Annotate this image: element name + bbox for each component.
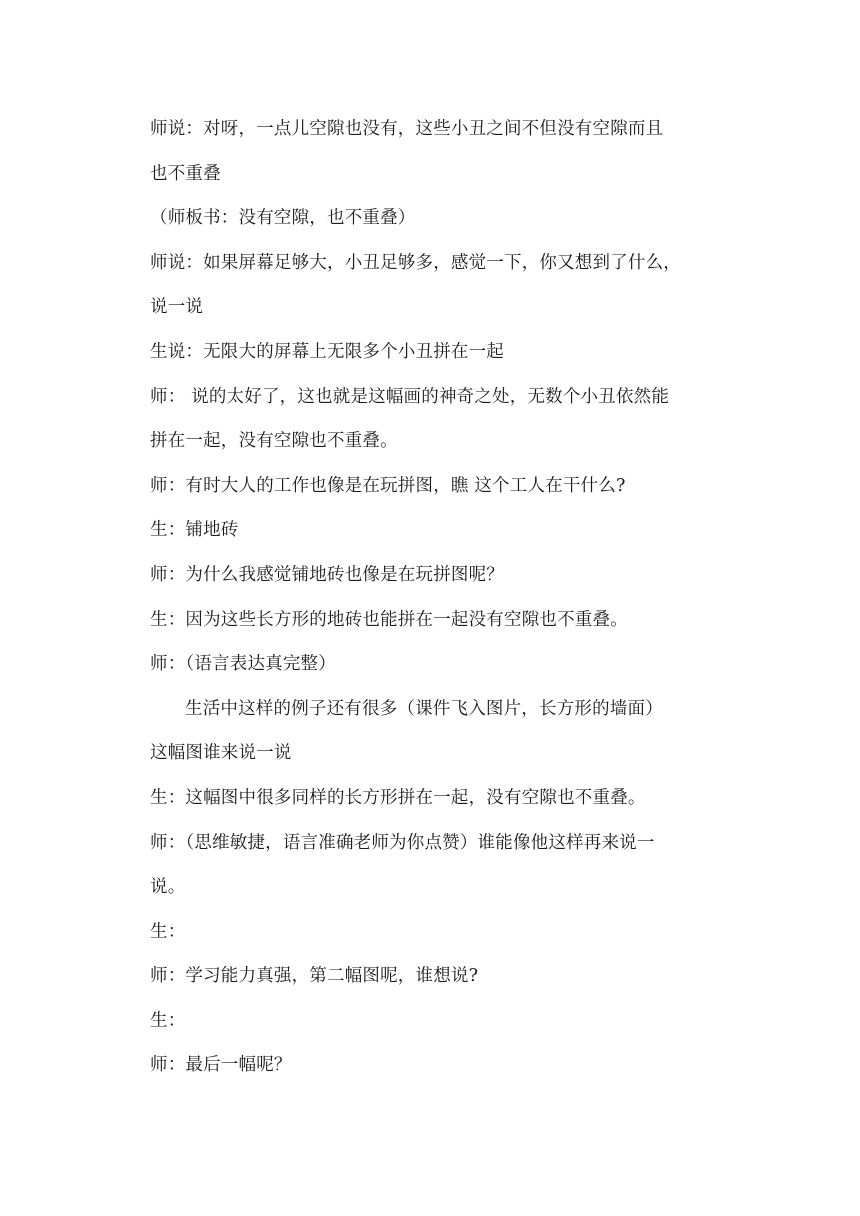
- text-line-15: 这幅图谁来说一说: [150, 743, 292, 764]
- text-line-9: 师：有时大人的工作也像是在玩拼图，瞧 这个工人在干什么?: [150, 475, 626, 496]
- text-line-4: 师说：如果屏幕足够大，小丑足够多，感觉一下，你又想到了什么，: [150, 252, 681, 273]
- text-line-12: 生：因为这些长方形的地砖也能拼在一起没有空隙也不重叠。: [150, 609, 628, 630]
- text-line-1: 师说：对呀，一点儿空隙也没有，这些小丑之间不但没有空隙而且: [150, 119, 664, 139]
- text-line-18: 说。: [150, 877, 186, 898]
- text-line-5: 说一说: [150, 297, 204, 318]
- text-line-20: 师：学习能力真强，第二幅图呢，谁想说?: [150, 966, 479, 987]
- text-line-8: 拼在一起，没有空隙也不重叠。: [150, 431, 398, 452]
- text-line-10: 生：铺地砖: [150, 520, 239, 541]
- text-line-7: 师： 说的太好了，这也就是这幅画的神奇之处，无数个小丑依然能: [150, 386, 670, 407]
- text-line-16: 生：这幅图中很多同样的长方形拼在一起，没有空隙也不重叠。: [150, 787, 646, 808]
- text-line-22: 师：最后一幅呢？: [150, 1055, 292, 1076]
- text-line-2: 也不重叠: [150, 163, 221, 184]
- text-line-21: 生：: [150, 1010, 186, 1031]
- text-line-11: 师：为什么我感觉铺地砖也像是在玩拼图呢？: [150, 564, 504, 585]
- text-line-6: 生说：无限大的屏幕上无限多个小丑拼在一起: [150, 341, 504, 362]
- document-body: [150, 107, 750, 1088]
- text-line-17: 师：（思维敏捷，语言准确老师为你点赞）谁能像他这样再来说一: [150, 832, 655, 853]
- text-line-13: 师：（语言表达真完整）: [150, 654, 336, 675]
- text-line-19: 生：: [150, 921, 186, 942]
- text-line-3: （师板书：没有空隙，也不重叠）: [150, 208, 416, 229]
- text-line-14: 生活中这样的例子还有很多（课件飞入图片，长方形的墙面）: [185, 698, 663, 719]
